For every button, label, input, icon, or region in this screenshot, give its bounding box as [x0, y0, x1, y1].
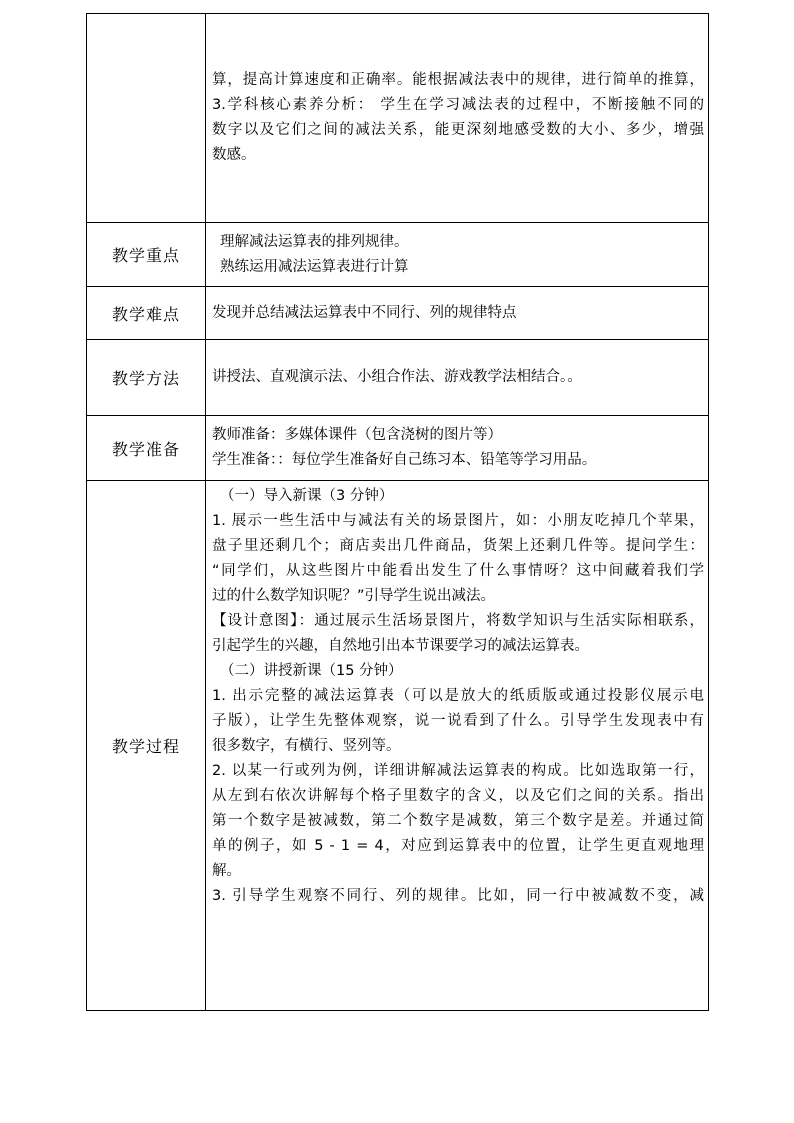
- process-line: 很多数字，有横行、竖列等。: [212, 738, 401, 754]
- preparation-content: [206, 416, 709, 481]
- objectives-label: [87, 14, 206, 223]
- preparation-row: [87, 416, 709, 481]
- objectives-row: [87, 14, 709, 223]
- process-line: 2. 以某一行或列为例，详细讲解减法运算表的构成。比如选取第一行，: [212, 763, 704, 779]
- process-line: 子版），让学生先整体观察，说一说看到了什么。引导学生发现表中有: [212, 713, 704, 729]
- process-content: [206, 481, 709, 1011]
- process-line: 引起学生的兴趣，自然地引出本节课要学习的减法运算表。: [212, 638, 589, 654]
- methods-row: [87, 340, 709, 416]
- objectives-content: [206, 14, 709, 223]
- process-line: 单的例子，如 5 - 1 = 4，对应到运算表中的位置，让学生更直观地理: [212, 838, 704, 854]
- key-points-row: [87, 223, 709, 287]
- key-points-line: 熟练运用减法运算表进行计算: [220, 258, 409, 275]
- preparation-line: 教师准备：多媒体课件（包含浇树的图片等）: [212, 427, 502, 443]
- difficulties-line: 发现并总结减法运算表中不同行、列的规律特点: [212, 304, 517, 321]
- key-points-content: [206, 223, 709, 287]
- methods-content: [206, 340, 709, 416]
- lesson-plan-table: [86, 13, 709, 1011]
- process-line: 第一个数字是被减数，第二个数字是减数，第三个数字是差。并通过简: [212, 813, 704, 829]
- process-line: 盘子里还剩几个；商店卖出几件商品，货架上还剩几件等。提问学生：: [212, 538, 704, 554]
- process-line: 解。: [212, 863, 241, 879]
- methods-label: 教学方法: [87, 340, 206, 416]
- process-line: “同学们，从这些图片中能看出发生了什么事情呀？这中间藏着我们学: [212, 563, 704, 579]
- process-line: 1. 出示完整的减法运算表（可以是放大的纸质版或通过投影仪展示电: [212, 688, 704, 704]
- difficulties-row: [87, 287, 709, 340]
- preparation-label: 教学准备: [87, 416, 206, 481]
- process-line: 1. 展示一些生活中与减法有关的场景图片，如：小朋友吃掉几个苹果，: [212, 513, 704, 529]
- process-line: 从左到右依次讲解每个格子里数字的含义，以及它们之间的关系。指出: [212, 788, 704, 804]
- difficulties-label: 教学难点: [87, 287, 206, 340]
- process-line: 3. 引导学生观察不同行、列的规律。比如，同一行中被减数不变，减: [212, 888, 704, 904]
- objectives-line: 数字以及它们之间的减法关系，能更深刻地感受数的大小、多少，增强: [212, 122, 704, 138]
- key-points-label: 教学重点: [87, 223, 206, 287]
- objectives-line: 3.学科核心素养分析： 学生在学习减法表的过程中，不断接触不同的: [212, 97, 704, 113]
- process-line: （二）讲授新课（15 分钟）: [220, 663, 403, 679]
- difficulties-content: [206, 287, 709, 340]
- methods-line: 讲授法、直观演示法、小组合作法、游戏教学法相结合。。: [212, 369, 582, 385]
- process-label: 教学过程: [87, 481, 206, 1011]
- preparation-line: 学生准备：：每位学生准备好自己练习本、铅笔等学习用品。: [212, 452, 597, 468]
- process-line: 过的什么数学知识呢？”引导学生说出减法。: [212, 588, 496, 604]
- objectives-line: 算，提高计算速度和正确率。能根据减法表中的规律，进行简单的推算，: [212, 72, 704, 88]
- process-line: （一）导入新课（3 分钟）: [220, 488, 394, 504]
- key-points-line: 理解减法运算表的排列规律。: [220, 233, 409, 250]
- objectives-line: 数感。: [212, 147, 256, 163]
- process-line: 【设计意图】：通过展示生活场景图片，将数学知识与生活实际相联系，: [212, 613, 704, 629]
- process-row: [87, 481, 709, 1011]
